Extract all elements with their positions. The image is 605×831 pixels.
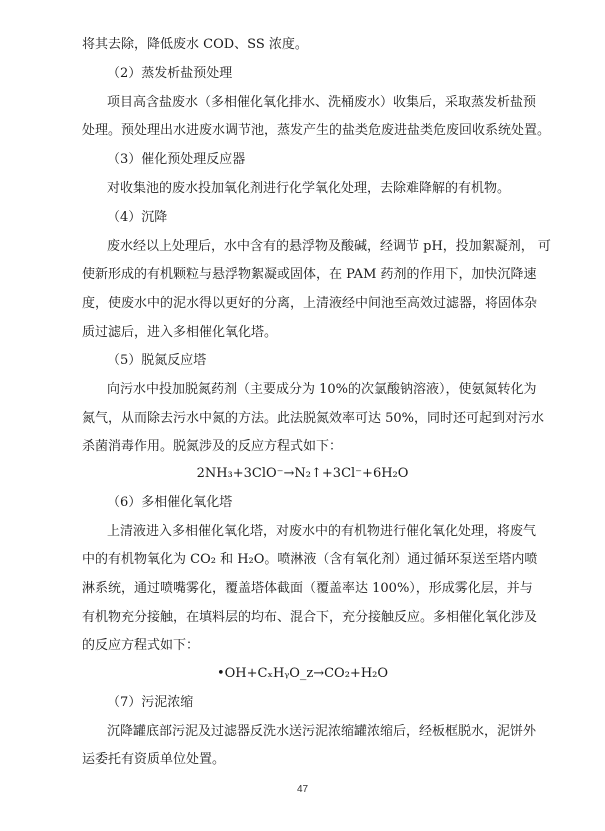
paragraph-line: 将其去除，降低废水 COD、SS 浓度。: [82, 37, 308, 52]
paragraph-line: 中的有机物氧化为 CO₂ 和 H₂O。喷淋液（含有氧化剂）通过循环泵送至塔内喷: [82, 552, 538, 567]
section-heading: （2）蒸发析盐预处理: [107, 66, 233, 81]
paragraph-line: 杀菌消毒作用。脱氮涉及的反应方程式如下：: [82, 439, 343, 454]
reaction-equation: 2NH₃+3ClO⁻→N₂↑+3Cl⁻+6H₂O: [196, 466, 409, 481]
page-number: 47: [296, 784, 309, 795]
paragraph-line: 处理。预处理出水进废水调节池，蒸发产生的盐类危废进盐类危废回收系统处置。: [82, 123, 551, 138]
section-heading: （5）脱氮反应塔: [107, 353, 207, 368]
paragraph-line: 度，使废水中的泥水得以更好的分离，上清液经中间池至高效过滤器，将固体杂: [82, 296, 538, 311]
section-heading: （3）催化预处理反应器: [107, 152, 246, 167]
paragraph-line: 淋系统，通过喷嘴雾化，覆盖塔体截面（覆盖率达 100%），形成雾化层，并与: [82, 581, 533, 596]
paragraph-line: 的反应方程式如下：: [82, 638, 200, 653]
section-heading: （6）多相催化氧化塔: [107, 495, 233, 510]
section-heading: （4）沉降: [107, 210, 168, 225]
paragraph-line: 向污水中投加脱氮药剂（主要成分为 10%的次氯酸钠溶液），使氨氮转化为: [107, 382, 537, 397]
paragraph-line: 项目高含盐废水（多相催化氧化排水、洗桶废水）收集后，采取蒸发析盐预: [107, 95, 537, 110]
paragraph-line: 质过滤后，进入多相催化氧化塔。: [82, 325, 278, 340]
paragraph-line: 上清液进入多相催化氧化塔，对废水中的有机物进行催化氧化处理，将废气: [107, 524, 537, 539]
paragraph-line: 运委托有资质单位处置。: [82, 752, 226, 767]
paragraph-line: 有机物充分接触，在填料层的均布、混合下，充分接触反应。多相催化氧化涉及: [82, 610, 538, 625]
reaction-equation: •OH+CₓHᵧO_z→CO₂+H₂O: [216, 666, 389, 681]
section-heading: （7）污泥浓缩: [107, 695, 194, 710]
paragraph-line: 使新形成的有机颗粒与悬浮物絮凝或固体，在 PAM 药剂的作用下，加快沉降速: [82, 267, 537, 282]
paragraph-line: 废水经以上处理后，水中含有的悬浮物及酸碱，经调节 pH，投加絮凝剂， 可: [107, 239, 551, 254]
paragraph-line: 沉降罐底部污泥及过滤器反洗水送污泥浓缩罐浓缩后，经板框脱水，泥饼外: [107, 724, 537, 739]
paragraph-line: 氮气，从而除去污水中氮的方法。此法脱氮效率可达 50%，同时还可起到对污水: [82, 411, 545, 426]
paragraph-line: 对收集池的废水投加氧化剂进行化学氧化处理，去除难降解的有机物。: [107, 181, 511, 196]
